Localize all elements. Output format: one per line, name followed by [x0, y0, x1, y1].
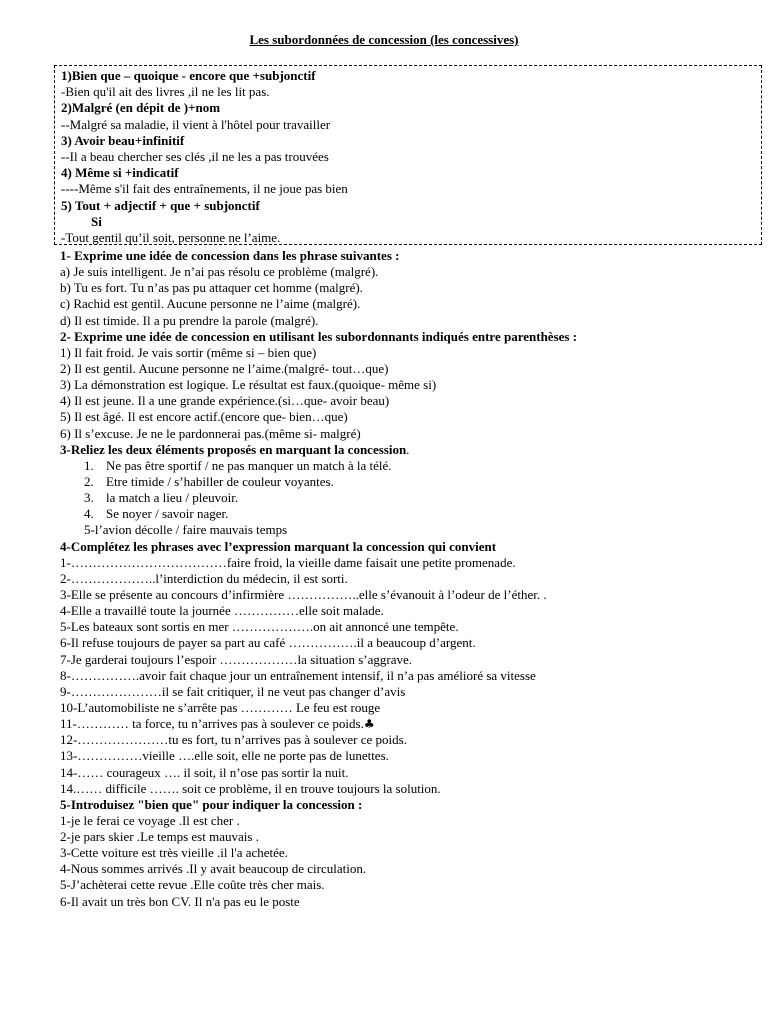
- exercise-4-item: 8-…………….avoir fait chaque jour un entraînement intensif, il n’a pas amélioré sa vitesse: [60, 667, 536, 683]
- exercise-5-item: 4-Nous sommes arrivés .Il y avait beaucoup de circulation.: [60, 861, 367, 877]
- rule-line: 4) Même si +indicatif: [61, 165, 179, 181]
- exercise-3-heading-suffix: .: [406, 441, 410, 457]
- rule-line: 2)Malgré (en dépit de )+nom: [61, 100, 221, 116]
- exercise-5-item: 6-Il avait un très bon CV. Il n'a pas eu le poste: [60, 893, 300, 909]
- exercise-4-item: 4-Elle a travaillé toute la journée ……………elle soit malade.: [60, 603, 384, 619]
- exercise-3-item: 5-l’avion décolle / faire mauvais temps: [84, 522, 288, 538]
- exercise-4-item: 14-…… courageux …. il soit, il n’ose pas sortir la nuit.: [60, 764, 349, 780]
- exercise-5-item: 2-je pars skier .Le temps est mauvais .: [60, 829, 259, 845]
- exercise-3-item: [60, 474, 760, 490]
- exercise-2-item: 6) Il s’excuse. Je ne le pardonnerai pas.(même si- malgré): [60, 425, 361, 441]
- rules-box: [54, 65, 762, 245]
- exercise-4-item: 12-…………………tu es fort, tu n’arrives pas à soulever ce poids.: [60, 732, 407, 748]
- exercise-4-item: 5-Les bateaux sont sortis en mer ……………….on ait annoncé une tempête.: [60, 619, 459, 635]
- exercise-2-heading: 2- Exprime une idée de concession en utilisant les subordonnants indiqués entre parenthèses :: [60, 328, 578, 344]
- item-number: 1.: [84, 457, 94, 473]
- exercise-3-item: [60, 506, 760, 522]
- item-text: Ne pas être sportif / ne pas manquer un match à la télé.: [106, 457, 392, 473]
- exercise-1-item: c) Rachid est gentil. Aucune personne ne l’aime (malgré).: [60, 296, 361, 312]
- exercise-4-item: 3-Elle se présente au concours d’infirmière ……………..elle s’évanouit à l’odeur de l’éther. .: [60, 586, 547, 602]
- exercise-2-item: 5) Il est âgé. Il est encore actif.(encore que- bien…que): [60, 409, 348, 425]
- rule-line: --Il a beau chercher ses clés ,il ne les a pas trouvées: [61, 148, 329, 164]
- item-number: 4.: [84, 506, 94, 522]
- exercise-4-heading: 4-Complétez les phrases avec l’expression marquant la concession qui convient: [60, 538, 497, 554]
- rule-line: ----Même s'il fait des entraînements, il ne joue pas bien: [61, 181, 348, 197]
- exercises-section: [60, 248, 760, 910]
- document-title: Les subordonnées de concession (les concessives): [249, 32, 519, 47]
- item-number: 3.: [84, 490, 94, 506]
- exercise-1-item: a) Je suis intelligent. Je n’ai pas résolu ce problème (malgré).: [60, 264, 379, 280]
- rule-line: 3) Avoir beau+infinitif: [61, 132, 185, 148]
- exercise-1-item: b) Tu es fort. Tu n’as pas pu attaquer cet homme (malgré).: [60, 280, 363, 296]
- exercise-4-item: 1-………………………………faire froid, la vieille dame faisait une petite promenade.: [60, 554, 516, 570]
- exercise-4-item: 11-………… ta force, tu n’arrives pas à soulever ce poids.: [60, 716, 364, 732]
- exercise-1-item: d) Il est timide. Il a pu prendre la parole (malgré).: [60, 312, 319, 328]
- exercise-3-item: [60, 490, 760, 506]
- exercise-4-item: 9-…………………il se fait critiquer, il ne veut pas changer d’avis: [60, 683, 406, 699]
- exercise-3-heading: 3-Reliez les deux éléments proposés en marquant la concession: [60, 441, 407, 457]
- item-number: 2.: [84, 473, 94, 489]
- item-text: Etre timide / s’habiller de couleur voyantes.: [106, 473, 334, 489]
- rule-line: Si: [91, 213, 102, 229]
- rule-line: -Bien qu'il ait des livres ,il ne les lit pas.: [61, 84, 270, 100]
- exercise-3-heading-line: [60, 442, 760, 458]
- exercise-2-item: 3) La démonstration est logique. Le résultat est faux.(quoique- même si): [60, 377, 437, 393]
- item-text: Se noyer / savoir nager.: [106, 506, 229, 522]
- rule-line: 1)Bien que – quoique - encore que +subjonctif: [61, 68, 316, 83]
- club-suit-icon: ♣: [363, 717, 375, 732]
- exercise-4-item: 13-……………vieille ….elle soit, elle ne porte pas de lunettes.: [60, 748, 389, 764]
- exercise-4-item-with-symbol: [60, 716, 760, 732]
- exercise-2-item: 4) Il est jeune. Il a une grande expérience.(si…que- avoir beau): [60, 393, 390, 409]
- exercise-2-item: 2) Il est gentil. Aucune personne ne l’aime.(malgré- tout…que): [60, 360, 389, 376]
- exercise-4-item: 7-Je garderai toujours l’espoir ………………la situation s’aggrave.: [60, 651, 412, 667]
- exercise-5-heading: 5-Introduisez "bien que" pour indiquer la concession :: [60, 796, 363, 812]
- exercise-5-item: 5-J’achèterai cette revue .Elle coûte très cher mais.: [60, 877, 325, 893]
- exercise-4-item: 14.…… difficile ……. soit ce problème, il en trouve toujours la solution.: [60, 780, 441, 796]
- rule-line: -Tout gentil qu’il soit, personne ne l’aime.: [61, 229, 281, 245]
- rule-line: --Malgré sa maladie, il vient à l'hôtel pour travailler: [61, 116, 331, 132]
- exercise-4-item: 6-Il refuse toujours de payer sa part au café …………….il a beaucoup d’argent.: [60, 635, 476, 651]
- exercise-4-item: 2-………………..l’interdiction du médecin, il est sorti.: [60, 570, 348, 586]
- exercise-2-item: 1) Il fait froid. Je vais sortir (même si – bien que): [60, 344, 317, 360]
- exercise-1-heading: 1- Exprime une idée de concession dans les phrase suivantes :: [60, 248, 400, 263]
- exercise-4-item: 10-L’automobiliste ne s’arrête pas ………… Le feu est rouge: [60, 699, 381, 715]
- exercise-5-item: 1-je le ferai ce voyage .Il est cher .: [60, 812, 240, 828]
- item-text: la match a lieu / pleuvoir.: [106, 490, 239, 506]
- exercise-5-item: 3-Cette voiture est très vieille .il l'a achetée.: [60, 845, 288, 861]
- exercise-3-item: [60, 458, 760, 474]
- rule-line: 5) Tout + adjectif + que + subjonctif: [61, 197, 260, 213]
